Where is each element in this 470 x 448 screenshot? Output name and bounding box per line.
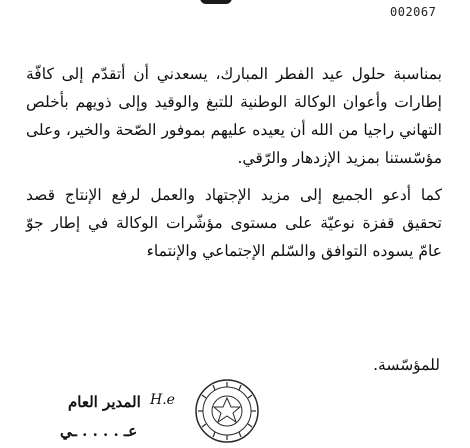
closing-line: للمؤسّسة.	[373, 356, 440, 374]
handwritten-initials: H.e	[150, 392, 175, 408]
official-stamp	[194, 378, 260, 444]
signatory-title: المدير العام	[68, 393, 141, 411]
paragraph-greeting: بمناسبة حلول عيد الفطر المبارك، يسعدني أن أتقدّم إلى كافّة إطارات وأعوان الوكالة الوطنية للتبغ والوقيد وإلى ذويهم بأخلص التهاني راجيا من الله أن يعيده عليهم بموفور الصّحة والخير، وعلى مؤسّستنا بمزيد الإزدهار والرّقي.	[26, 65, 442, 167]
document-number: 002067	[390, 5, 437, 19]
signatory-name: عـ . . . . ـي	[60, 422, 138, 440]
paragraph-call-to-work: كما أدعو الجميع إلى مزيد الإجتهاد والعمل لرفع الإنتاج قصد تحقيق قفزة نوعيّة على مستوى مؤشّرات الوكالة في إطار جوّ عامّ يسوده التوافق والسّلم الإجتماعي والإنتماء	[26, 186, 442, 260]
top-edge-mark	[200, 0, 232, 4]
letter-body	[26, 60, 442, 265]
